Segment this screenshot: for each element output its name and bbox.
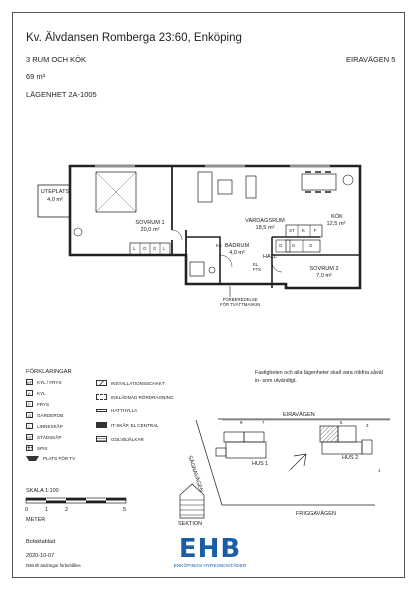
g-label-kok: G — [292, 243, 296, 248]
doc-date: 2020-10-07 — [26, 553, 55, 559]
sovrum1-label: SOVRUM 1 — [135, 220, 165, 226]
legend-sym: ST — [27, 435, 33, 440]
legend-item-kyl — [26, 390, 46, 396]
pipe-icon — [96, 394, 107, 400]
legend-label: KYL / FRYS — [37, 379, 62, 385]
page-title: Kv. Älvdansen Romberga 23:60, Enköping — [26, 32, 242, 44]
smoke-free-note: Fastigheten och alla lägenheter skall vara rökfria såväl in- som utvändigt. — [255, 370, 383, 384]
legend-label: GARDEROB — [37, 412, 64, 418]
house-number: 7 — [262, 420, 265, 425]
legend-label: SPIS — [37, 445, 48, 451]
legend-item-frys — [26, 401, 49, 407]
vardagsrum-area: 18,5 m² — [255, 225, 275, 231]
l-label-2: L — [163, 246, 166, 251]
hall-label: HALL — [263, 254, 277, 260]
house-number: 3 — [366, 423, 369, 428]
legend-label: IT-SKÅP, EL CENTRAL — [111, 422, 159, 428]
uteplats-area: 4,0 m² — [47, 197, 63, 203]
it-cabinet-icon — [96, 422, 107, 428]
hus2-label: HUS 2 — [342, 455, 359, 461]
st-label: ST — [289, 228, 295, 233]
legend-item-tv — [26, 456, 75, 461]
legend-item-rordragning — [96, 394, 174, 400]
sovrum2-label: SOVRUM 2 — [309, 266, 339, 272]
sovrum2-area: 7,0 m² — [316, 273, 332, 279]
badrum-area: 4,0 m² — [229, 250, 245, 256]
street-label-bottom: FRIGGAVÄGEN — [296, 511, 336, 517]
g-label-kok-2: G — [309, 243, 313, 248]
apartment-area: 69 m² — [26, 72, 46, 81]
house-number: 9 — [240, 420, 243, 425]
legend-label: LINNESKÅP — [37, 423, 63, 429]
legend-sym: K — [26, 390, 33, 396]
legend-item-schakt — [96, 380, 165, 386]
legend-label: PLATS FÖR TV — [43, 456, 76, 461]
legend-label: FRYS — [37, 401, 50, 407]
legend-sym: L — [26, 423, 33, 429]
scale-label: SKALA 1:100 — [26, 488, 59, 494]
legend-label: INSTALLATIONSSCHAKT — [111, 380, 165, 386]
doc-type: Bofaktablad — [26, 539, 56, 545]
uteplats-label: UTEPLATS — [40, 189, 70, 195]
f-label: F — [314, 228, 317, 233]
legend-item-linneskap — [26, 423, 63, 429]
sovrum1-area: 20,0 m² — [140, 227, 160, 233]
company-logo: EHB — [178, 534, 242, 564]
apartment-number: LÄGENHET 2A-1005 — [26, 90, 97, 99]
scale-tick: 5 — [123, 507, 127, 513]
g-label-s1b: G — [153, 246, 157, 251]
street-label-top: EIRAVÄGEN — [283, 412, 315, 418]
legend-item-spis — [26, 445, 47, 451]
street-address: EIRAVÄGEN 5 — [346, 55, 396, 64]
k-label: K — [302, 228, 305, 233]
kok-label: KÖK — [331, 214, 343, 220]
legend-item-garderob — [26, 412, 63, 418]
hat-shelf-icon — [96, 409, 107, 412]
scale-tick: 1 — [45, 507, 49, 513]
g-label-s2: G — [279, 243, 283, 248]
scale-unit: METER — [26, 517, 46, 523]
section-label: SEKTION — [178, 521, 203, 527]
legend-item-stadskap — [26, 434, 62, 440]
shaft-icon — [96, 380, 107, 386]
legend-sym: G — [27, 413, 32, 418]
g-label-s1a: G — [143, 246, 147, 251]
legend-item-hatthylla — [96, 408, 137, 413]
street-label-side: SÄGNAVÄGEN — [186, 455, 204, 494]
beam-icon — [96, 436, 107, 442]
room-count: 3 RUM OCH KÖK — [26, 55, 87, 64]
scale-tick: 0 — [25, 507, 29, 513]
ks-label: KS — [216, 243, 222, 248]
badrum-label: BADRUM — [224, 243, 250, 249]
el-ftx-label: EL FTX — [253, 262, 262, 272]
legend-item-golvbjalkar — [96, 436, 144, 442]
legend-label: HATTHYLLA — [111, 408, 138, 413]
legend-heading: FÖRKLARINGAR — [26, 369, 72, 375]
change-note: Rätt till ändringar förbehålles — [26, 563, 81, 568]
house-number: 5 — [340, 420, 343, 425]
legend-label: STÄDSKÅP — [37, 434, 62, 440]
legend-item-kylfrys — [26, 379, 62, 385]
legend-label: KYL — [37, 390, 46, 396]
legend-sym: F — [26, 401, 33, 407]
stove-icon — [26, 445, 33, 451]
vardagsrum-label: VARDAGSRUM — [245, 218, 285, 224]
scale-tick: 2 — [65, 507, 69, 513]
kok-area: 12,5 m² — [326, 221, 346, 227]
legend-label: GOLVBJÄLKAR — [111, 436, 144, 442]
l-label: L — [133, 246, 136, 251]
legend-label: INKLÄDNAD RÖRDRAGNING — [111, 394, 174, 400]
house-number: 1 — [378, 468, 381, 473]
legend-sym: KF — [27, 380, 33, 385]
company-name: ENKÖPINGS HYRESBOSTÄDER — [173, 564, 247, 569]
forberedelse-label: FÖRBEREDELSE FÖR TVÄTTMASKIN — [220, 297, 261, 307]
tv-icon — [26, 456, 39, 461]
hus1-label: HUS 1 — [252, 461, 269, 467]
legend-item-itskap — [96, 422, 159, 428]
